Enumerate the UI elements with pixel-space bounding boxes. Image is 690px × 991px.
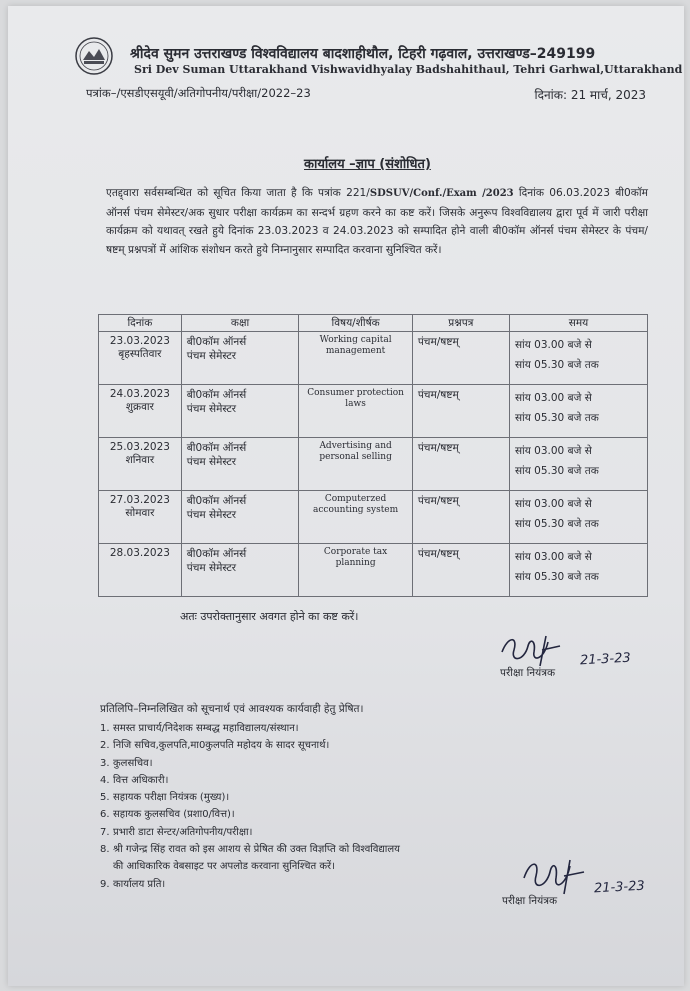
list-item <box>100 824 400 841</box>
letter-date: दिनांक: 21 मार्च, 2023 <box>534 88 646 102</box>
item-text: सहायक कुलसचिव (प्रशा0/वित्त)। <box>113 809 235 821</box>
body-part-1: एतद्द्वारा सर्वसम्बन्धित को सूचित किया जाता है कि पत्रांक 221/ <box>106 187 370 199</box>
table-row <box>99 332 648 385</box>
row-date: 23.03.2023 <box>109 335 170 347</box>
closing-line: अतः उपरोक्तानुसार अवगत होने का कष्ट करें। <box>180 610 359 623</box>
row-semester: पंचम सेमेस्टर <box>186 562 237 574</box>
row-paper: पंचम/षष्टम् <box>412 438 509 491</box>
row-time-end: सांय 05.30 बजे तक <box>514 465 599 477</box>
item-number: 5. <box>100 792 110 804</box>
item-text: प्रभारी डाटा सेन्टर/अतिगोपनीय/परीक्षा। <box>113 826 253 838</box>
row-subject: Consumer protection laws <box>299 385 412 438</box>
exam-schedule-table <box>98 314 648 597</box>
row-time-start: सांय 03.00 बजे से <box>514 445 592 457</box>
row-date: 24.03.2023 <box>109 388 170 400</box>
row-day: शनिवार <box>125 454 155 466</box>
signatory-title: परीक्षा नियंत्रक <box>502 895 558 907</box>
row-time-end: सांय 05.30 बजे तक <box>514 571 599 583</box>
item-text: कुलसचिव। <box>113 757 153 769</box>
item-text: वित्त अधिकारी। <box>113 774 169 786</box>
item-text: श्री गजेन्द्र सिंह रावत को इस आशय से प्रेषित की उक्त विज्ञप्ति को विश्वविद्यालय <box>113 844 400 856</box>
item-number: 3. <box>100 757 110 769</box>
table-row <box>99 491 648 544</box>
row-paper: पंचम/षष्टम् <box>412 544 509 597</box>
row-semester: पंचम सेमेस्टर <box>186 350 237 362</box>
row-time-end: सांय 05.30 बजे तक <box>514 359 599 371</box>
item-text: सहायक परीक्षा नियंत्रक (मुख्य)। <box>113 792 230 804</box>
reference-row <box>86 86 646 101</box>
list-item <box>100 772 400 789</box>
list-item <box>100 876 400 893</box>
university-name-english: Sri Dev Suman Uttarakhand Vishwavidhyalay Badshahithaul, Tehri Garhwal,Uttarakhand <box>134 63 683 76</box>
row-class: बी0कॉम ऑनर्स <box>186 495 247 507</box>
row-day: शुक्रवार <box>125 401 154 413</box>
row-subject: Working capital management <box>299 332 412 385</box>
row-time-end: सांय 05.30 बजे तक <box>514 412 599 424</box>
row-class: बी0कॉम ऑनर्स <box>186 336 247 348</box>
table-row <box>99 385 648 438</box>
row-subject: Advertising and personal selling <box>299 438 412 491</box>
row-class: बी0कॉम ऑनर्स <box>186 442 247 454</box>
item-number: 7. <box>100 826 110 838</box>
row-subject: Corporate tax planning <box>299 544 412 597</box>
row-subject: Computerzed accounting system <box>299 491 412 544</box>
list-item <box>100 841 400 876</box>
row-paper: पंचम/षष्टम् <box>412 385 509 438</box>
col-subject: विषय/शीर्षक <box>299 315 412 332</box>
col-date: दिनांक <box>99 315 182 332</box>
item-number: 8. <box>100 844 110 856</box>
row-day: सोमवार <box>125 507 155 519</box>
row-time-start: सांय 03.00 बजे से <box>514 498 592 510</box>
body-reference: SDSUV/Conf./Exam /2023 <box>369 188 514 199</box>
item-number: 4. <box>100 774 110 786</box>
row-paper: पंचम/षष्टम् <box>412 332 509 385</box>
table-row <box>99 438 648 491</box>
row-paper: पंचम/षष्टम् <box>412 491 509 544</box>
copy-to-list <box>100 720 400 893</box>
signature-date: 21-3-23 <box>579 650 632 669</box>
col-time: समय <box>509 315 647 332</box>
signature-date: 21-3-23 <box>593 878 646 897</box>
reference-number: पत्रांक–/एसडीएसयूवी/अतिगोपनीय/परीक्षा/2022–23 <box>86 86 311 100</box>
item-text-continued: की आधिकारिक वेबसाइट पर अपलोड करवाना सुनिश्चित करें। <box>113 861 335 873</box>
item-number: 6. <box>100 809 110 821</box>
list-item <box>100 806 400 823</box>
table-header-row <box>99 315 648 332</box>
row-date: 25.03.2023 <box>109 441 170 453</box>
memo-body <box>106 184 648 259</box>
row-time-end: सांय 05.30 बजे तक <box>514 518 599 530</box>
memo-title: कार्यालय –ज्ञाप (संशोधित) <box>304 157 431 172</box>
row-time-start: सांय 03.00 बजे से <box>514 392 592 404</box>
row-time-start: सांय 03.00 बजे से <box>514 339 592 351</box>
body-part-2: दिनांक 06.03.2023 बी0कॉम ऑनर्स पंचम सेमेस्टर/अक सुधार परीक्षा कार्यक्रम का सन्दर्भ ग्रहण करने का कष्ट करें। जिसके अनुरूप विश्वविद्यालय द्वारा पूर्व में जारी परीक्षा कार्यक्रम को यथावत् रखते हुये दिनांक 23.03.2023 व 24.03.2023 को सम्पादित होने वाली बी0कॉम ऑनर्स पंचम सेमेस्टर के पंचम/षष्टम् प्रश्नपत्रों में आंशिक संशोधन करते हुये निम्नानुसार सम्पादित करवाना सुनिश्चित करें। <box>106 187 648 256</box>
item-number: 9. <box>100 878 110 890</box>
row-semester: पंचम सेमेस्टर <box>186 456 237 468</box>
row-class: बी0कॉम ऑनर्स <box>186 548 247 560</box>
list-item <box>100 755 400 772</box>
row-date: 27.03.2023 <box>109 494 170 506</box>
copy-to-heading: प्रतिलिपि–निम्नलिखित को सूचनार्थ एवं आवश्यक कार्यवाही हेतु प्रेषित। <box>100 703 364 715</box>
row-semester: पंचम सेमेस्टर <box>186 403 237 415</box>
list-item <box>100 789 400 806</box>
row-time-start: सांय 03.00 बजे से <box>514 551 592 563</box>
list-item <box>100 737 400 754</box>
row-day: बृहस्पतिवार <box>118 348 162 360</box>
table-row <box>99 544 648 597</box>
item-number: 2. <box>100 740 110 752</box>
row-class: बी0कॉम ऑनर्स <box>186 389 247 401</box>
item-number: 1. <box>100 723 110 734</box>
memo-page <box>8 6 684 986</box>
signatory-title: परीक्षा नियंत्रक <box>500 667 556 679</box>
row-date: 28.03.2023 <box>109 547 170 559</box>
university-logo <box>74 36 114 76</box>
item-text: निजि सचिव,कुलपति,मा0कुलपति महोदय के सादर सूचनार्थ। <box>113 740 330 752</box>
item-text: समस्त प्राचार्य/निदेशक सम्बद्ध महाविद्यालय/संस्थान। <box>113 723 299 734</box>
col-class: कक्षा <box>181 315 299 332</box>
col-paper: प्रश्नपत्र <box>412 315 509 332</box>
list-item <box>100 720 400 737</box>
row-semester: पंचम सेमेस्टर <box>186 509 237 521</box>
item-text: कार्यालय प्रति। <box>113 878 166 890</box>
university-name-hindi: श्रीदेव सुमन उत्तराखण्ड विश्वविद्यालय बादशाहीथौल, टिहरी गढ़वाल, उत्तराखण्ड–249199 <box>130 46 596 62</box>
